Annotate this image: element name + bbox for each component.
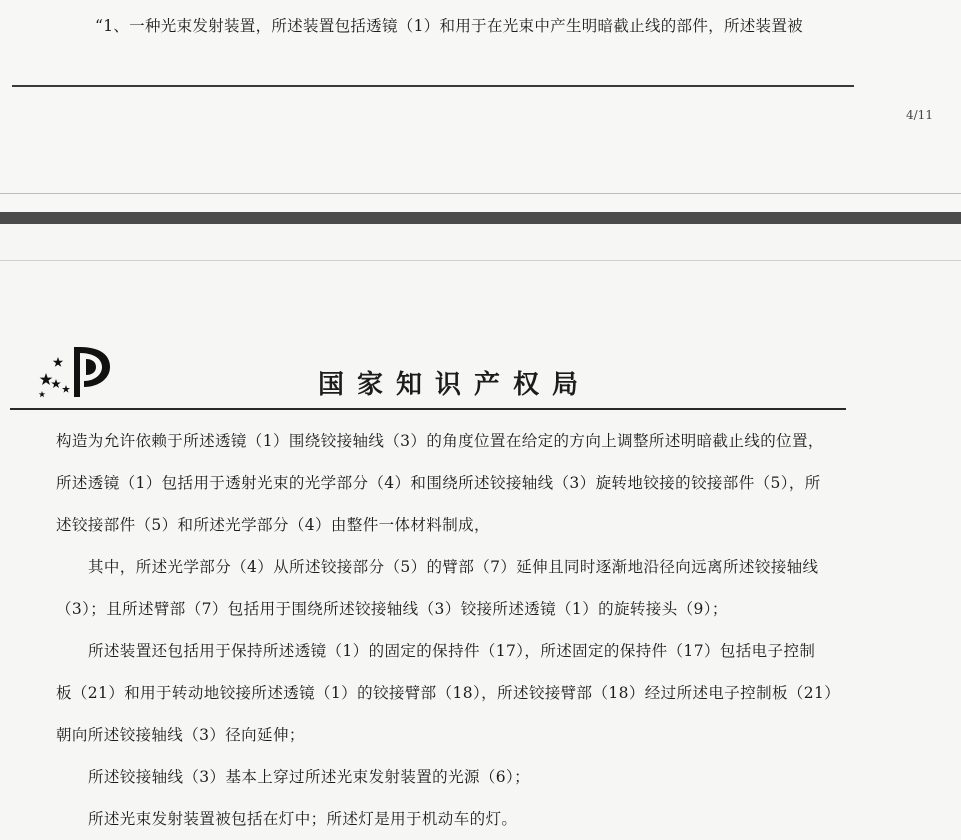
text-line: （3）；且所述臂部（7）包括用于围绕所述铰接轴线（3）铰接所述透镜（1）的旋转接头（9）； [56, 600, 728, 618]
text-line: 构造为允许依赖于所述透镜（1）围绕铰接轴线（3）的角度位置在给定的方向上调整所述明暗截止线的位置， [56, 432, 824, 450]
claim-text-line: “1、一种光束发射装置，所述装置包括透镜（1）和用于在光束中产生明暗截止线的部件，所述装置被 [95, 17, 803, 35]
claim-body [56, 420, 906, 840]
text-line: 所述光束发射装置被包括在灯中；所述灯是用于机动车的灯。 [88, 810, 518, 828]
header-rule [10, 408, 846, 410]
cnipa-logo-icon [34, 339, 120, 401]
footer-rule [12, 85, 854, 87]
page-separator [0, 212, 961, 224]
office-name: 国家知识产权局 [318, 370, 592, 400]
page-edge-line [0, 260, 961, 261]
text-line: 所述装置还包括用于保持所述透镜（1）的固定的保持件（17），所述固定的保持件（17）包括电子控制 [88, 642, 816, 660]
text-line: 所述铰接轴线（3）基本上穿过所述光束发射装置的光源（6）； [88, 768, 531, 786]
next-page-fragment [0, 224, 961, 836]
page-number: 4/11 [906, 108, 933, 122]
page-edge-line [0, 193, 961, 194]
previous-page-fragment [0, 0, 961, 212]
text-line: 所述透镜（1）包括用于透射光束的光学部分（4）和围绕所述铰接轴线（3）旋转地铰接的铰接部件（5），所 [56, 474, 821, 492]
text-line: 朝向所述铰接轴线（3）径向延伸； [56, 726, 305, 744]
text-line: 述铰接部件（5）和所述光学部分（4）由整件一体材料制成， [56, 516, 490, 534]
text-line: 板（21）和用于转动地铰接所述透镜（1）的铰接臂部（18），所述铰接臂部（18）经过所述电子控制板（21） [56, 684, 841, 702]
text-line: 其中，所述光学部分（4）从所述铰接部分（5）的臂部（7）延伸且同时逐渐地沿径向远离所述铰接轴线 [88, 558, 819, 576]
